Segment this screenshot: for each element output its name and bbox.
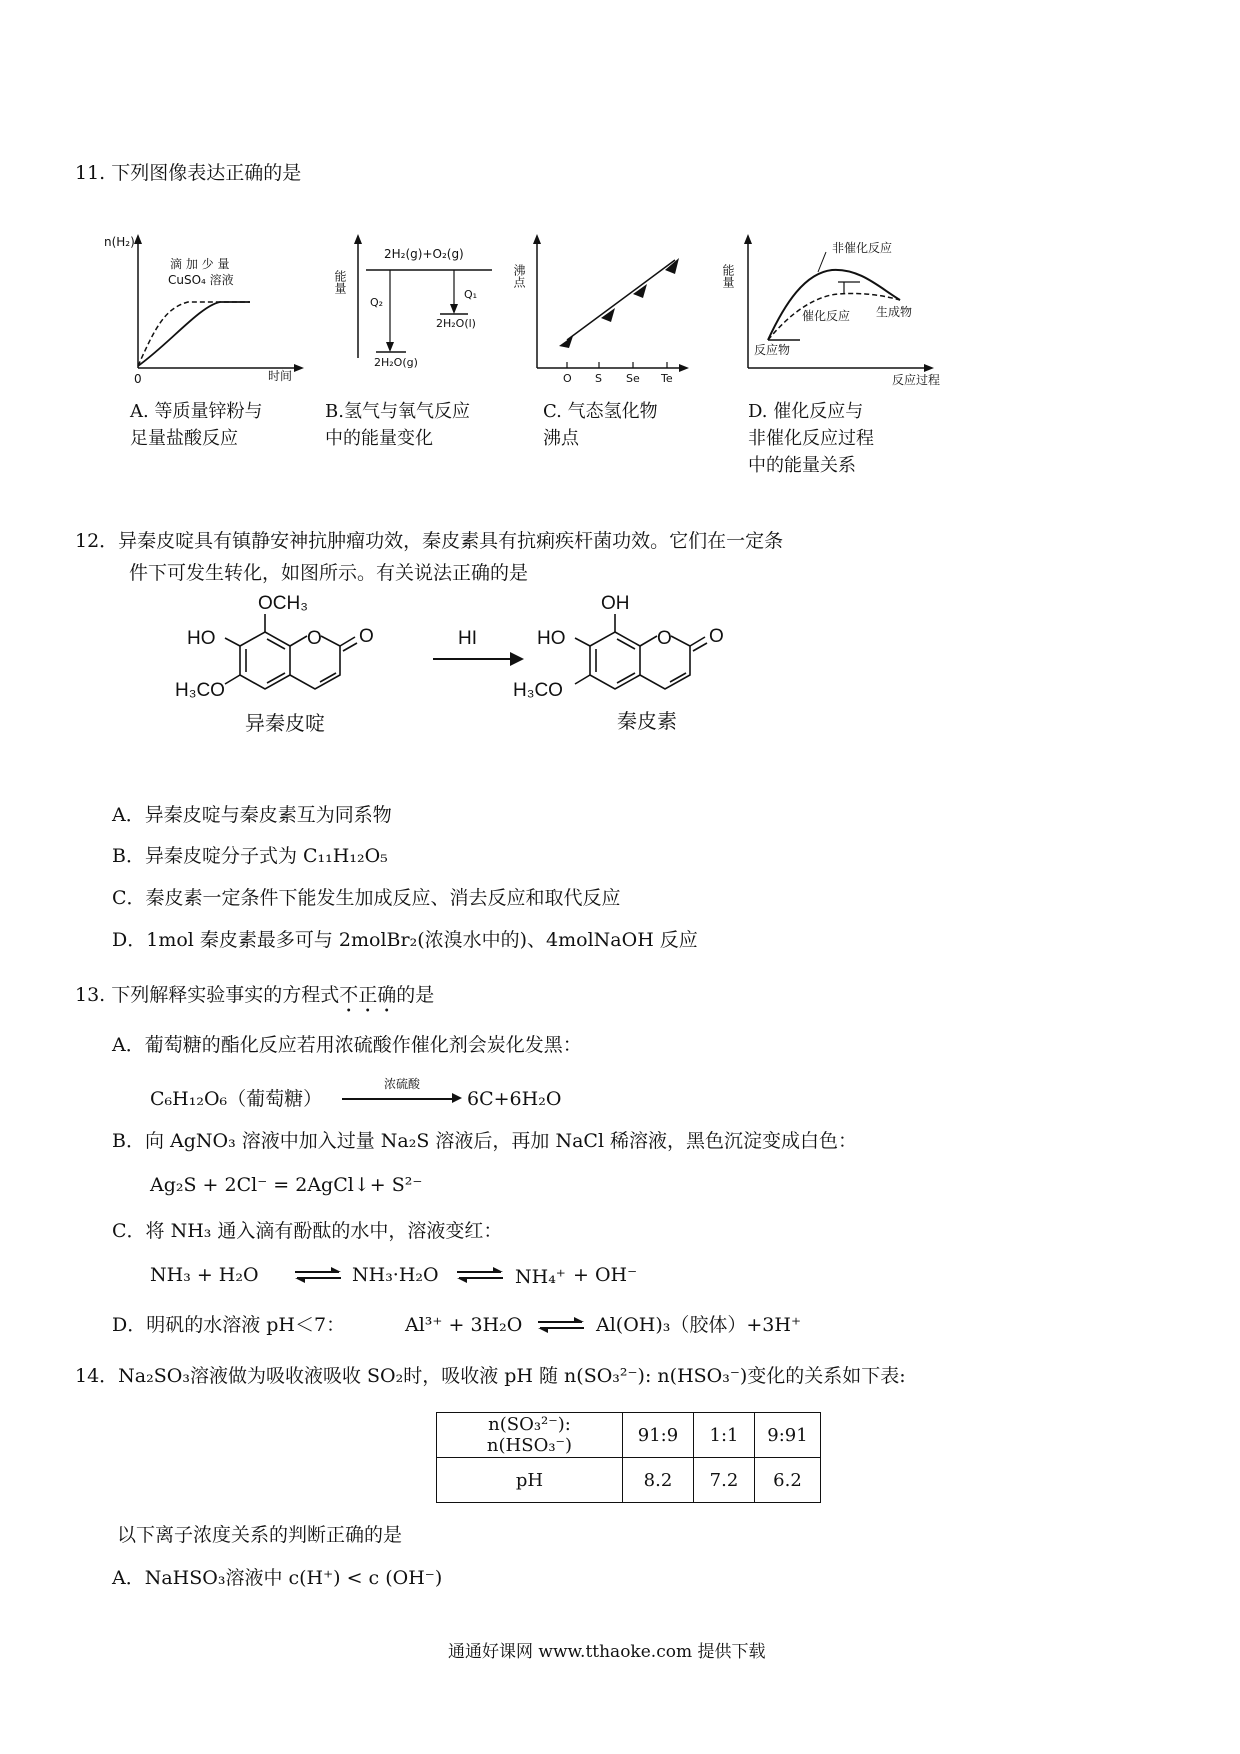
q13-c-eq4: + OH⁻ bbox=[573, 1264, 638, 1286]
q13-b-eq: Ag₂S + 2Cl⁻ = 2AgCl↓+ S²⁻ bbox=[150, 1174, 423, 1196]
fig-d-xlabel: 反应过程 bbox=[892, 373, 941, 387]
fig-b-caption: B.氢气与氧气反应 中的能量变化 bbox=[325, 401, 470, 449]
q12-option-b: B．异秦皮啶分子式为 C₁₁H₁₂O₅ bbox=[112, 845, 388, 867]
table-cell: 7.2 bbox=[694, 1458, 755, 1503]
fig-b-q1: Q₁ bbox=[464, 288, 478, 301]
q14-option-a: A．NaHSO₃溶液中 c(H⁺) < c (OH⁻) bbox=[112, 1567, 443, 1589]
mol2-ring-o: O bbox=[657, 628, 672, 649]
mol2-carbonyl-o: O bbox=[709, 626, 724, 647]
mol2-top: OH bbox=[601, 593, 630, 614]
fig-b-liq: 2H₂O(l) bbox=[436, 317, 476, 330]
fig-a-annot1: 滴 加 少 量 bbox=[170, 257, 230, 271]
q13-c-eq3: NH₄⁺ bbox=[515, 1266, 566, 1288]
mol1-left: HO bbox=[187, 628, 216, 649]
q13-stem-prefix: 13. 下列解释实验事实的方程式 bbox=[75, 984, 340, 1006]
fig-a-xlabel: 时间 bbox=[268, 369, 293, 383]
q13-option-b: B．向 AgNO₃ 溶液中加入过量 Na₂S 溶液后，再加 NaCl 稀溶液，黑色沉淀变成白色： bbox=[112, 1130, 858, 1152]
reaction-arrow bbox=[433, 658, 513, 660]
q13-a-eq-arrow-head bbox=[452, 1093, 462, 1103]
fig-b-ylabel: 能量 bbox=[333, 270, 347, 294]
q13-a-eq-condition: 浓硫酸 bbox=[383, 1077, 420, 1091]
q13-option-d: D．明矾的水溶液 pH＜7： bbox=[112, 1314, 346, 1336]
fig-c-tick-2: Se bbox=[626, 372, 640, 385]
mol1-name: 异秦皮啶 bbox=[245, 713, 325, 735]
q12-stem-line1: 12．异秦皮啶具有镇静安神抗肿瘤功效，秦皮素具有抗痢疾杆菌功效。它们在一定条 bbox=[75, 530, 784, 552]
mol1-ring-o: O bbox=[307, 628, 322, 649]
table-cell: 91:9 bbox=[623, 1413, 694, 1458]
equilibrium-arrow-1 bbox=[293, 1266, 343, 1284]
fig-b-q2: Q₂ bbox=[370, 296, 384, 309]
q13-a-eq-arrow bbox=[342, 1098, 454, 1100]
mol2-left: HO bbox=[537, 628, 566, 649]
q13-a-eq-right: 6C+6H₂O bbox=[467, 1088, 562, 1110]
mol1-top: OCH₃ bbox=[258, 593, 308, 614]
table-cell: 8.2 bbox=[623, 1458, 694, 1503]
fig-a-ylabel: n(H₂) bbox=[104, 235, 135, 249]
figure-d bbox=[720, 228, 950, 393]
equilibrium-arrow-2 bbox=[455, 1266, 505, 1284]
q13-d-eq1: Al³⁺ + 3H₂O bbox=[405, 1314, 523, 1336]
table-row bbox=[437, 1458, 821, 1503]
fig-a-origin: 0 bbox=[134, 372, 142, 386]
footer-text: 通通好课网 www.tthaoke.com 提供下载 bbox=[448, 1642, 766, 1662]
q13-option-c: C．将 NH₃ 通入滴有酚酞的水中，溶液变红： bbox=[112, 1220, 503, 1242]
q11-stem: 11. 下列图像表达正确的是 bbox=[75, 162, 302, 184]
fig-d-ylabel: 能量 bbox=[721, 264, 735, 288]
q13-a-eq-left: C₆H₁₂O₆（葡萄糖） bbox=[150, 1088, 323, 1110]
equilibrium-arrow-3 bbox=[536, 1316, 586, 1334]
fig-a-caption: A. 等质量锌粉与 足量盐酸反应 bbox=[130, 401, 263, 449]
figure-b bbox=[330, 228, 500, 388]
q13-c-eq2: NH₃·H₂O bbox=[352, 1264, 439, 1286]
table-cell: 1:1 bbox=[694, 1413, 755, 1458]
fig-c-tick-0: O bbox=[563, 372, 572, 385]
reagent-label: HI bbox=[458, 628, 477, 649]
table-row1-header: n(SO₃²⁻): n(HSO₃⁻) bbox=[437, 1413, 623, 1458]
q13-stem-suffix: 的是 bbox=[396, 984, 435, 1006]
fig-a-annot2: CuSO₄ 溶液 bbox=[168, 273, 234, 287]
table-row bbox=[437, 1413, 821, 1458]
molecule-fraxetin bbox=[505, 592, 775, 757]
mol1-bottom: H₃CO bbox=[175, 680, 225, 701]
table-cell: 9:91 bbox=[755, 1413, 821, 1458]
q12-option-d: D．1mol 秦皮素最多可与 2molBr₂(浓溴水中的)、4molNaOH 反应 bbox=[112, 929, 698, 951]
q14-sub: 以下离子浓度关系的判断正确的是 bbox=[117, 1524, 403, 1546]
fig-d-reactant: 反应物 bbox=[754, 343, 791, 357]
fig-c-ylabel: 沸点 bbox=[512, 264, 526, 288]
table-cell: 6.2 bbox=[755, 1458, 821, 1503]
table-row2-header: pH bbox=[437, 1458, 623, 1503]
mol2-name: 秦皮素 bbox=[617, 711, 677, 733]
q12-option-c: C．秦皮素一定条件下能发生加成反应、消去反应和取代反应 bbox=[112, 887, 621, 909]
fig-d-noncat: 非催化反应 bbox=[832, 241, 893, 255]
fig-d-caption: D. 催化反应与 非催化反应过程 中的能量关系 bbox=[748, 401, 874, 476]
fig-d-product: 生成物 bbox=[876, 305, 913, 319]
q14-stem: 14．Na₂SO₃溶液做为吸收液吸收 SO₂时，吸收液 pH 随 n(SO₃²⁻): n(HSO₃⁻)变化的关系如下表: bbox=[75, 1365, 906, 1387]
q13-stem-emph: 不正确 bbox=[339, 984, 397, 1006]
figure-c bbox=[512, 228, 695, 388]
q13-stem bbox=[75, 982, 434, 1017]
q13-option-a: A．葡萄糖的酯化反应若用浓硫酸作催化剂会炭化发黑： bbox=[112, 1034, 582, 1056]
fig-c-tick-3: Te bbox=[661, 372, 673, 385]
q13-d-eq2: Al(OH)₃（胶体）+3H⁺ bbox=[596, 1314, 801, 1336]
fig-c-tick-1: S bbox=[595, 372, 602, 385]
ph-table bbox=[436, 1412, 821, 1503]
fig-d-cat: 催化反应 bbox=[802, 309, 851, 323]
fig-b-top: 2H₂(g)+O₂(g) bbox=[384, 247, 464, 261]
q12-stem-line2: 件下可发生转化，如图所示。有关说法正确的是 bbox=[129, 562, 529, 584]
mol2-bottom: H₃CO bbox=[513, 680, 563, 701]
molecule-isofraxidin bbox=[175, 592, 445, 757]
q12-option-a: A．异秦皮啶与秦皮素互为同系物 bbox=[112, 804, 392, 826]
fig-c-caption: C. 气态氢化物 沸点 bbox=[543, 401, 658, 449]
mol1-carbonyl-o: O bbox=[359, 626, 374, 647]
fig-b-gas: 2H₂O(g) bbox=[374, 356, 418, 369]
figure-a bbox=[100, 228, 310, 388]
q13-c-eq1: NH₃ + H₂O bbox=[150, 1264, 259, 1286]
